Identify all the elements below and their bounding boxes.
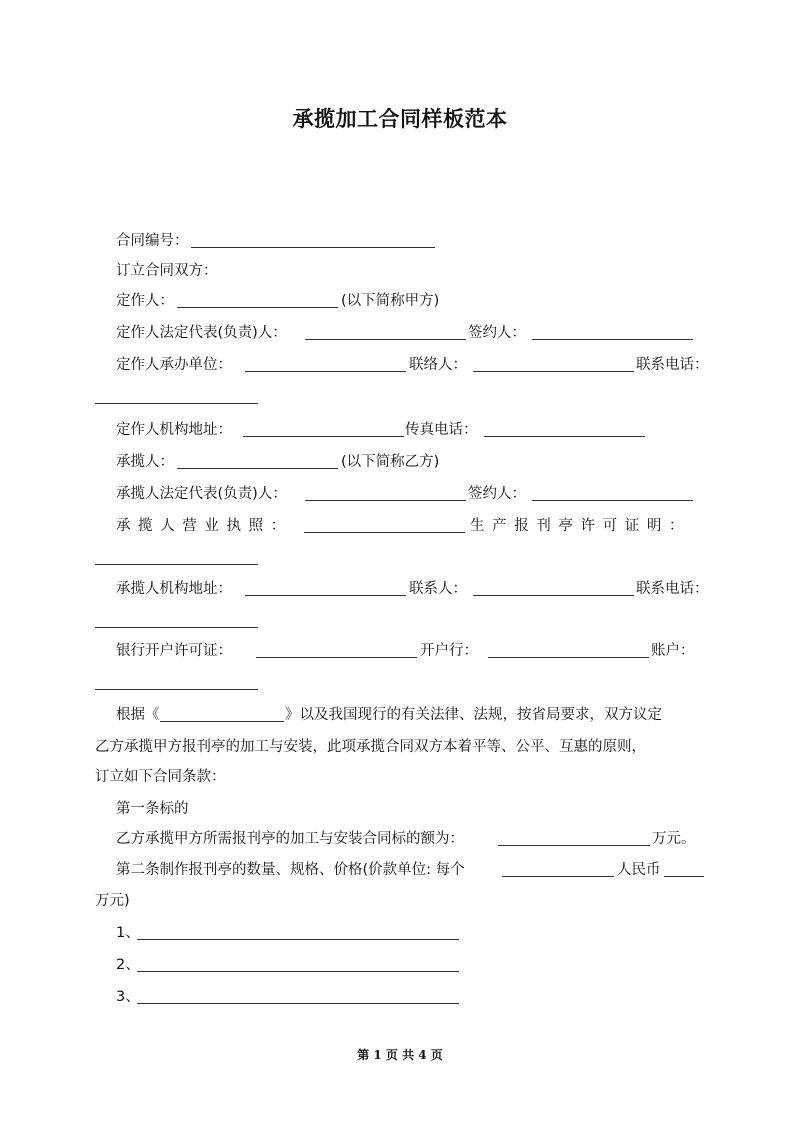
item-2-blank	[137, 971, 459, 972]
item-1-number: 1、	[116, 925, 140, 941]
orderer-fax-blank	[484, 436, 645, 437]
bank-name-blank	[488, 657, 649, 658]
contractor-blank	[177, 468, 338, 469]
orderer-address-blank	[243, 436, 404, 437]
orderer-phone-cont-row	[0, 385, 800, 409]
article-2-price-blank	[664, 876, 704, 877]
contractor-abbrev: (以下简称乙方)	[341, 454, 440, 470]
orderer-blank	[177, 307, 338, 308]
basis-text-cont: 乙方承揽甲方报刊亭的加工与安装，此项承揽合同双方本着平等、公平、互惠的原则，	[95, 739, 646, 755]
contract-number-row	[0, 229, 800, 253]
orderer-contact-label: 联络人：	[409, 357, 467, 373]
contractor-signer-blank	[532, 500, 693, 501]
article-1-amount-blank	[498, 845, 650, 846]
item-3-row	[0, 985, 800, 1009]
orderer-signer-blank	[532, 339, 693, 340]
article-2-unit-blank	[502, 876, 614, 877]
bank-license-blank	[256, 657, 417, 658]
contractor-license-label: 承 揽 人 营 业 执 照 ：	[116, 518, 286, 534]
basis-end-row	[0, 765, 800, 789]
contractor-address-blank	[245, 595, 406, 596]
bank-account-label: 账户：	[651, 643, 695, 659]
article-1-heading: 第一条标的	[116, 801, 189, 817]
basis-cont-row	[0, 735, 800, 759]
basis-text: 》以及我国现行的有关法律、法规，按省局要求，双方议定	[285, 707, 662, 723]
contractor-label: 承揽人：	[116, 454, 174, 470]
orderer-label: 定作人：	[116, 293, 174, 309]
parties-heading: 订立合同双方：	[116, 263, 218, 279]
page-footer: 第 1 页 共 4 页	[357, 1048, 443, 1062]
orderer-phone-label: 联系电话：	[636, 357, 709, 373]
orderer-fax-label: 传真电话：	[405, 422, 478, 438]
orderer-unit-row	[0, 353, 800, 377]
item-2-row	[0, 953, 800, 977]
item-1-row	[0, 921, 800, 945]
item-3-number: 3、	[116, 989, 140, 1005]
orderer-address-label: 定作人机构地址：	[116, 422, 232, 438]
orderer-rep-row	[0, 321, 800, 345]
bank-license-label: 银行开户许可证：	[116, 643, 232, 659]
orderer-phone-blank	[95, 403, 258, 404]
bank-license-row	[0, 639, 800, 663]
contractor-phone-blank	[95, 627, 258, 628]
article-2-heading: 第二条制作报刊亭的数量、规格、价格(价款单位: 每个	[116, 862, 465, 878]
orderer-row	[0, 289, 800, 313]
article-1-amount-row	[0, 827, 800, 851]
basis-prefix: 根据《	[116, 707, 160, 723]
production-permit-blank	[95, 564, 258, 565]
item-2-number: 2、	[116, 957, 140, 973]
contractor-contact-label: 联系人：	[409, 581, 467, 597]
contractor-license-blank	[304, 532, 465, 533]
contractor-address-label: 承揽人机构地址：	[116, 581, 232, 597]
contractor-rep-blank	[305, 500, 466, 501]
contractor-license-row	[0, 514, 800, 538]
item-3-blank	[137, 1003, 459, 1004]
contract-number-blank	[191, 247, 435, 248]
bank-account-blank	[95, 689, 258, 690]
article-1-amount-label: 乙方承揽甲方所需报刊亭的加工与安装合同标的额为：	[116, 831, 464, 847]
orderer-rep-label: 定作人法定代表(负责)人：	[116, 325, 287, 341]
article-2-unit-text: 万元)	[95, 893, 130, 909]
contractor-phone-cont-row	[0, 609, 800, 633]
article-2-row	[0, 858, 800, 882]
basis-row	[0, 703, 800, 727]
contractor-rep-row	[0, 482, 800, 506]
bank-account-cont-row	[0, 671, 800, 695]
article-2-currency: 人民币	[617, 862, 661, 878]
orderer-address-row	[0, 418, 800, 442]
orderer-contact-blank	[473, 371, 634, 372]
contractor-address-row	[0, 577, 800, 601]
article-2-cont-row	[0, 889, 800, 913]
contract-number-label: 合同编号：	[116, 233, 189, 249]
contractor-rep-label: 承揽人法定代表(负责)人：	[116, 486, 287, 502]
orderer-abbrev: (以下简称甲方)	[341, 293, 440, 309]
contractor-signer-label: 签约人：	[468, 486, 526, 502]
contractor-contact-blank	[473, 595, 634, 596]
item-1-blank	[137, 939, 459, 940]
bank-name-label: 开户行：	[420, 643, 478, 659]
orderer-unit-label: 定作人承办单位：	[116, 357, 232, 373]
production-permit-label: 生 产 报 刊 亭 许 可 证 明 ：	[470, 518, 684, 534]
basis-text-end: 订立如下合同条款：	[95, 769, 226, 785]
contractor-row	[0, 450, 800, 474]
orderer-unit-blank	[245, 371, 406, 372]
article-1-amount-unit: 万元。	[652, 831, 696, 847]
basis-law-blank	[160, 721, 284, 722]
article-1-heading-row	[0, 797, 800, 821]
production-permit-cont-row	[0, 546, 800, 570]
orderer-rep-blank	[305, 339, 466, 340]
orderer-signer-label: 签约人：	[468, 325, 526, 341]
parties-heading-row	[0, 259, 800, 283]
contractor-phone-label: 联系电话：	[636, 581, 709, 597]
document-title: 承揽加工合同样板范本	[292, 107, 508, 131]
